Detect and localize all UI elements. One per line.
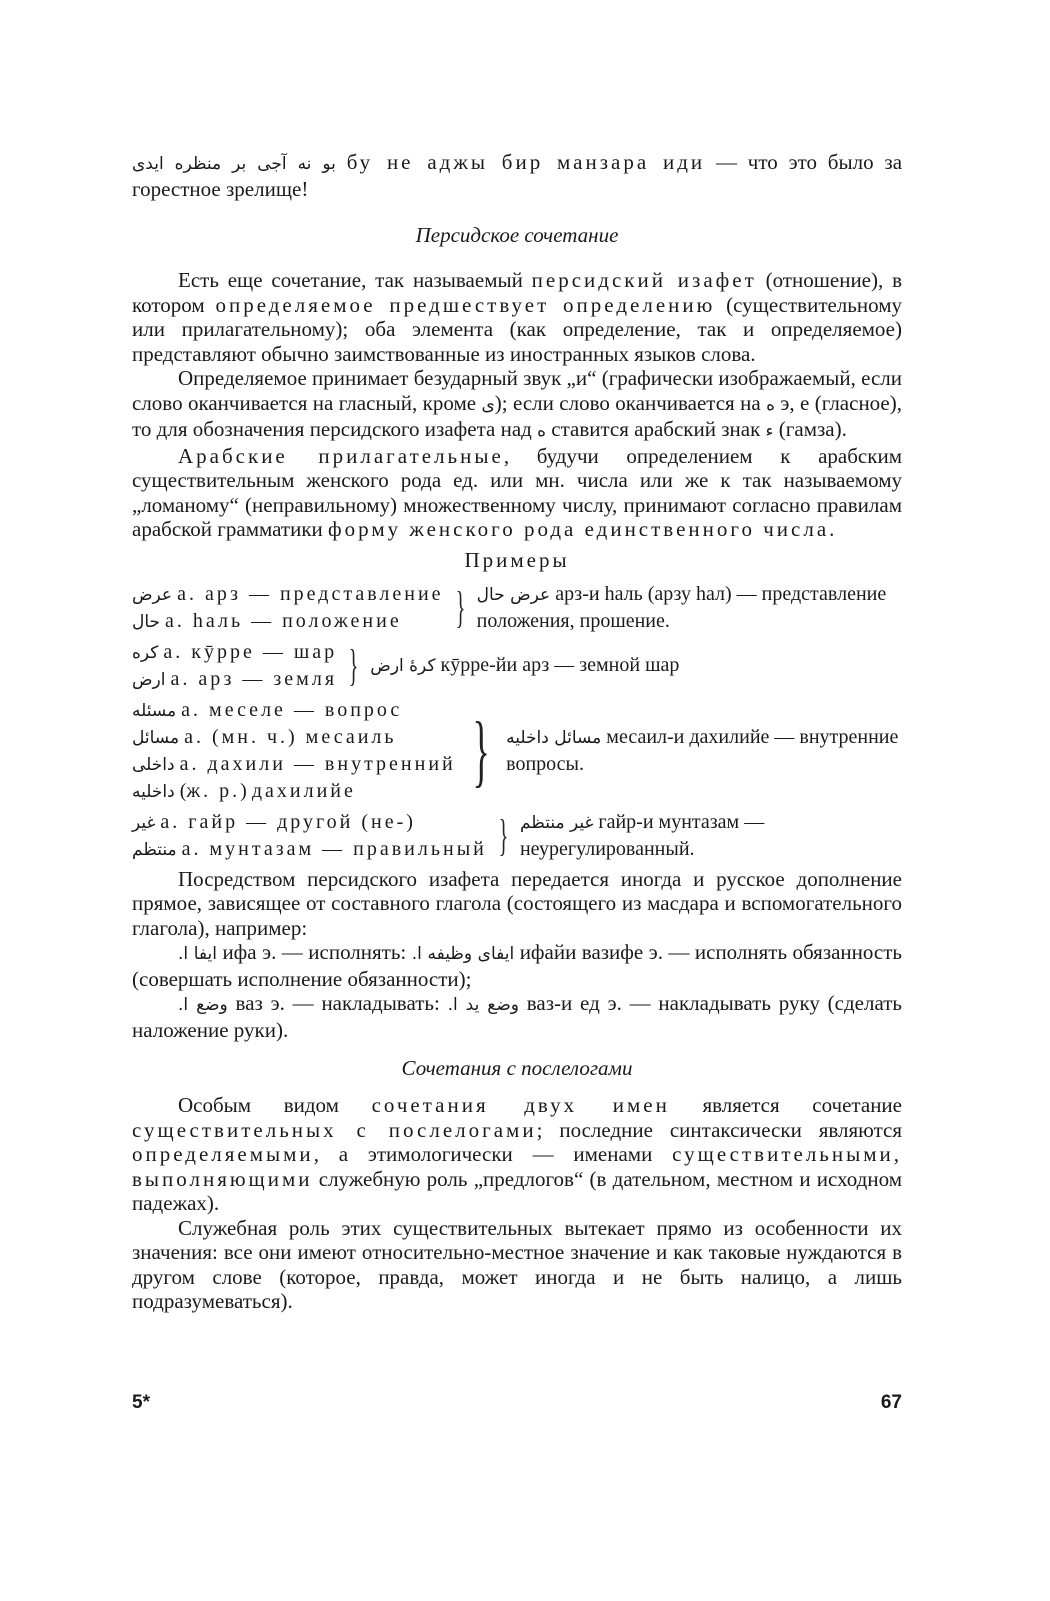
text: а. кӯрре — шар — [163, 640, 338, 663]
text: а. гайр — другой (не-) — [160, 810, 416, 833]
term: Арабские прилагательные — [178, 443, 504, 468]
paragraph — [132, 940, 902, 991]
term: форму женского рода единственного числа — [328, 517, 830, 541]
text: месаил-и дахилийе — внутренние вопросы. — [506, 726, 899, 775]
brace-icon: } — [472, 706, 490, 795]
arabic-text: ارض — [132, 669, 166, 690]
text: , будучи определением к арабским существительным женского рода ед. или мн. числа или же к так называемому „ломаному“ (неправильному) множественному числу, принимают согласно правилам арабской грамматики — [132, 443, 902, 541]
text: Определяемое принимает безударный звук „и“ (графически изображаемый, если слово оканчивается на гласный, кроме — [132, 366, 902, 415]
example-right — [370, 652, 902, 679]
example-left — [132, 809, 487, 863]
text: (существительному или прилагательному); оба элемента (как определение, так и определяемое) представляют обычно заимствованные из иностранных языков слова. — [132, 292, 902, 366]
arabic-text: كره — [132, 642, 159, 663]
arabic-text: مسئله — [132, 700, 177, 721]
text: является сочетание — [669, 1093, 902, 1117]
example-left — [132, 697, 456, 805]
paragraph — [132, 444, 902, 542]
section-heading-persian: Персидское сочетание — [415, 223, 619, 247]
example-left — [132, 639, 337, 693]
arabic-text: غير — [132, 812, 156, 833]
arabic-text: حال — [132, 611, 161, 632]
section-heading-examples: Примеры — [464, 547, 570, 572]
text: ); если слово оканчивается на — [494, 390, 767, 415]
term: персидский изафет — [531, 268, 757, 292]
arabic-text: ايفاى وظيفه ا. — [411, 944, 515, 964]
brace-icon: } — [498, 810, 509, 860]
text: , а этимологически — именами — [313, 1142, 673, 1166]
example-row — [132, 778, 456, 805]
example-group — [132, 581, 902, 635]
text: а. меселе — вопрос — [181, 698, 403, 721]
arabic-text: ايفا ا. — [178, 944, 217, 964]
text: кӯрре-йи арз — земной шар — [440, 654, 680, 676]
text: ваз э. — накладывать: — [227, 991, 448, 1015]
text: а. мунтазам — правильный — [181, 837, 487, 860]
example-row — [132, 639, 337, 666]
example-row — [132, 666, 337, 693]
text: э, е (гласное), то для обозначения персидского изафета над — [132, 390, 902, 441]
arabic-text: منتظم — [132, 839, 177, 860]
text: арз-и hаль (арзу hал) — представление положения, прошение. — [476, 583, 887, 632]
text: служебную роль „предлогов“ (в дательном, местном и исходном падежах). — [132, 1166, 902, 1215]
arabic-text: بو نه آجى بر منظره ايدى — [132, 154, 336, 174]
term: существительными, выполняющими — [132, 1142, 902, 1191]
text: а. арз — представление — [177, 582, 444, 605]
term: определяемыми — [132, 1142, 314, 1166]
page-footer — [132, 1392, 902, 1414]
text: Особым видом — [178, 1093, 372, 1117]
example-group — [132, 639, 902, 693]
text: гайр-и мунтазам — неурегулированный. — [519, 811, 765, 860]
example-right — [520, 809, 902, 862]
example-row — [132, 724, 456, 751]
term: существительных с послелогами — [132, 1117, 537, 1142]
arabic-text: ه — [766, 394, 775, 415]
text: а. hаль — положение — [165, 609, 402, 632]
arabic-text: عرض حال — [476, 585, 551, 605]
text: ставится арабский знак — [546, 417, 766, 441]
translation: — что это было за горестное зрелище! — [132, 150, 903, 201]
example-group — [132, 697, 902, 805]
text: а. (мн. ч.) месаиль — [184, 725, 397, 748]
arabic-text: غير منتظم — [519, 813, 594, 833]
signature-mark: 5* — [132, 1392, 150, 1413]
section-heading-postpositions: Сочетания с послелогами — [401, 1056, 633, 1080]
example-right — [477, 581, 902, 634]
text: ифайи вазифе э. — исполнять обязанность (совершать исполнение обязанности); — [132, 940, 903, 991]
example-sentence — [132, 150, 902, 201]
text: (гамза). — [773, 417, 847, 441]
example-left — [132, 581, 444, 635]
paragraph — [132, 268, 902, 366]
paragraph — [132, 991, 902, 1042]
text: а. арз — земля — [170, 667, 338, 690]
text: (ж. р.) дахилийе — [179, 779, 356, 802]
arabic-text: وضع ا. — [178, 995, 228, 1015]
text: ; последние синтаксически являются — [536, 1117, 902, 1142]
page-number: 67 — [880, 1392, 902, 1413]
term: сочетания двух имен — [371, 1093, 670, 1117]
example-right — [506, 724, 902, 777]
example-row — [132, 809, 487, 836]
paragraph: Служебная роль этих существительных вытекает прямо из особенности их значения: все они имеют относительно-местное значение и как таковые нуждаются в другом слове (которое, правда, может иногда и не быть налицо, а лишь подразумеваться). — [132, 1215, 902, 1313]
paragraph — [132, 366, 902, 444]
arabic-text: ى — [481, 394, 495, 415]
arabic-text: عرض — [132, 584, 173, 605]
text: Есть еще сочетание, так называемый — [178, 268, 532, 292]
arabic-text: مسائل داخليه — [506, 728, 602, 748]
arabic-text: داخلى — [132, 754, 175, 775]
arabic-text: ء — [765, 421, 774, 441]
paragraph — [132, 1093, 902, 1216]
text: ваз-и ед э. — накладывать руку (сделать наложение руки). — [132, 991, 902, 1042]
brace-icon: } — [455, 582, 465, 632]
example-row — [132, 751, 456, 778]
text: . — [829, 517, 835, 541]
paragraph: Посредством персидского изафета передается иногда и русское дополнение прямое, зависящее от составного глагола (состоящего из масдара и вспомогательного глагола), например: — [132, 866, 902, 940]
arabic-text: داخليه — [132, 781, 175, 802]
page-body — [132, 150, 902, 1314]
example-row — [132, 697, 456, 724]
text: а. дахили — внутренний — [179, 752, 456, 775]
term: определяемое предшествует определению — [215, 292, 716, 317]
example-row — [132, 836, 487, 863]
text: ифа э. — исполнять: — [216, 940, 412, 964]
arabic-text: مسائل — [132, 727, 180, 748]
arabic-text: وضع يد ا. — [447, 995, 519, 1015]
text: (отношение), в котором — [132, 268, 902, 317]
example-group — [132, 809, 902, 863]
transliteration: бу не аджы бир манзара иди — [346, 150, 706, 174]
example-row — [132, 581, 444, 608]
arabic-text: كرهٔ ارض — [370, 656, 436, 676]
example-row — [132, 608, 444, 635]
brace-icon: } — [348, 640, 359, 690]
arabic-text: ه — [537, 421, 546, 441]
